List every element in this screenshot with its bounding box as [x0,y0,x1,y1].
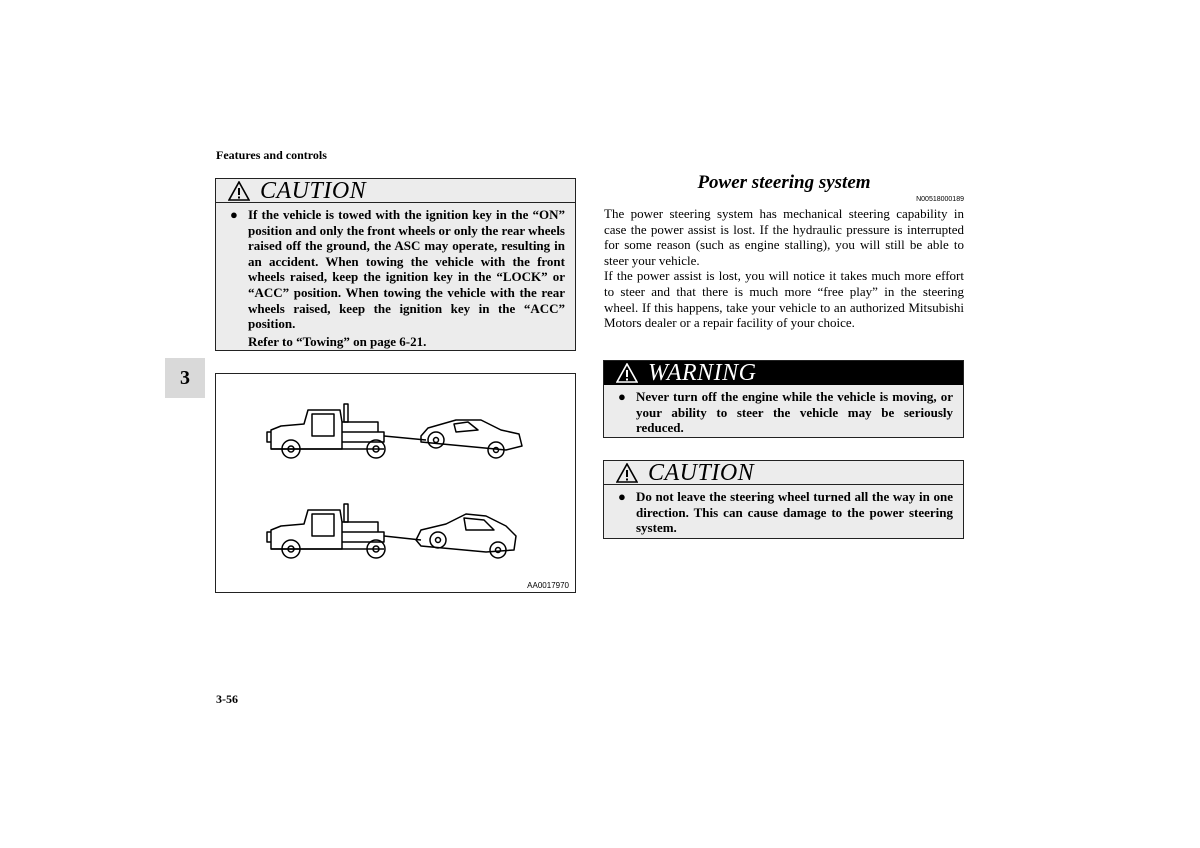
caution-box-steering [603,460,964,539]
running-header: Features and controls [216,148,327,162]
caution-header [216,179,575,203]
section-title: Power steering system [697,172,871,193]
warning-text: Never turn off the engine while the vehicle is moving, or your ability to steer the vehicle may be seriously reduced. [636,389,953,436]
tow-truck-diagram [216,374,575,592]
caution-header [604,461,963,485]
caution-text: Do not leave the steering wheel turned all the way in one direction. This can cause damage to the power steering system. [636,489,953,536]
bullet-icon: ● [618,489,626,504]
bullet-icon: ● [618,389,626,404]
page-number: 3-56 [216,692,238,706]
towed-car-bottom [416,514,516,552]
towing-illustration [215,373,576,593]
warning-title: WARNING [648,360,757,386]
caution-text: If the vehicle is towed with the ignition key in the “ON” position and only the front wheels or only the rear wheels raised off the ground, the ASC may operate, resulting in an accident. When towing the vehicle with the front wheels raised, keep the ignition key in the “LOCK” or “ACC” position. When towing the vehicle with the rear wheels raised, keep the ignition key in the “ACC” position. [248,207,565,332]
warning-triangle-icon [616,463,638,483]
warning-triangle-icon [228,181,250,201]
warning-header [604,361,963,385]
caution-title: CAUTION [260,177,367,204]
caution-title: CAUTION [648,459,755,486]
paragraph-2: If the power assist is lost, you will notice it takes much more effort to steer and that there is much more “free play” in the steering wheel. If this happens, take your vehicle to an authorized Mitsubishi Motors dealer or a repair facility of your choice. [604,268,964,331]
caution-reference: Refer to “Towing” on page 6-21. [248,333,427,349]
towed-car-top [421,420,522,450]
chapter-tab: 3 [165,358,205,398]
caution-box-towing [215,178,576,351]
warning-triangle-icon [616,363,638,383]
figure-code: AA0017970 [527,581,569,590]
reference-code: N00518000189 [916,196,964,203]
warning-box [603,360,964,438]
bullet-icon: ● [230,207,238,222]
power-steering-body [604,206,964,331]
tow-truck-bottom [267,504,421,549]
tow-truck-top [267,404,426,449]
paragraph-1: The power steering system has mechanical steering capability in case the power assist is lost. If the hydraulic pressure is interrupted for some reason (such as engine stalling), you will still be able to steer your vehicle. [604,206,964,268]
